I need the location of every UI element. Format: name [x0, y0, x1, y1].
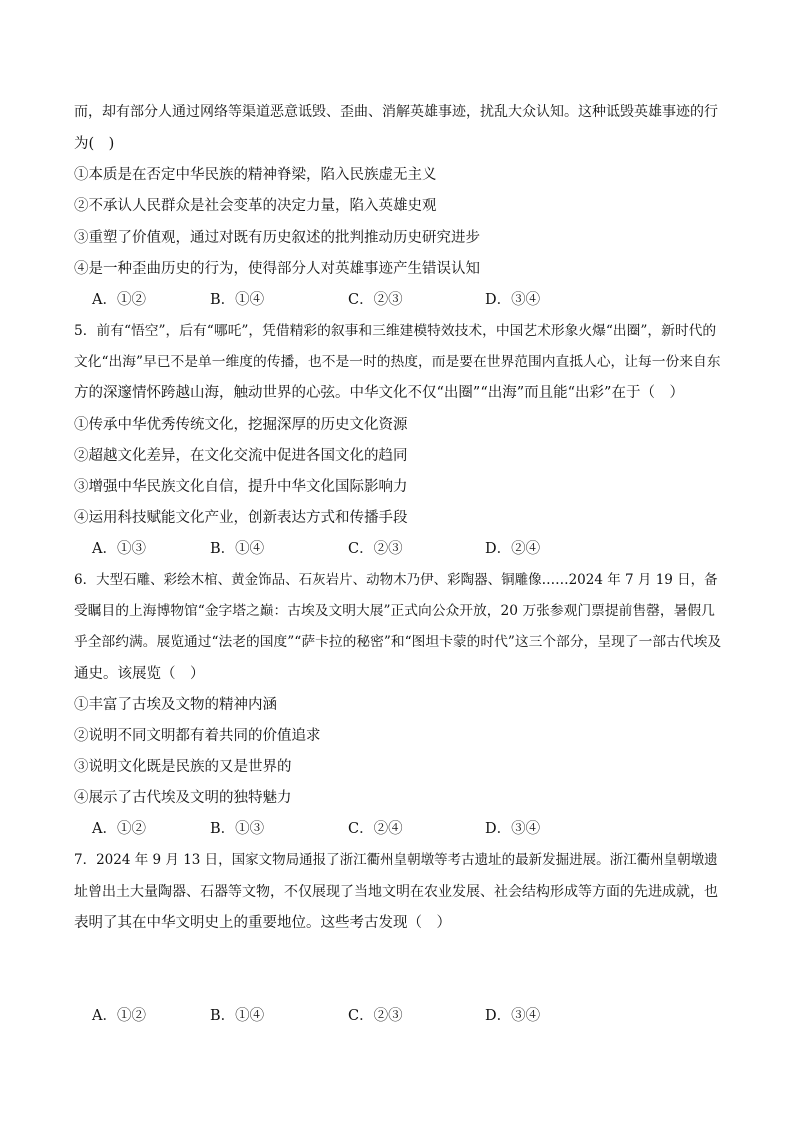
- q7-options: [92, 1006, 692, 1026]
- q4-options: [92, 290, 692, 310]
- q5-options: [92, 539, 692, 559]
- q4-statement-1: ①本质是在否定中华民族的精神脊梁，陷入民族虚无主义: [74, 167, 437, 183]
- q6-stem-line-1: 6．大型石雕、彩绘木棺、黄金饰品、石灰岩片、动物木乃伊、彩陶器、铜雕像……2024 年 7 月 19 日，备: [74, 572, 718, 588]
- q7-option-c[interactable]: C．②③: [348, 1008, 403, 1024]
- q5-statement-3: ③增强中华民族文化自信，提升中华文化国际影响力: [74, 479, 408, 495]
- q4-option-c[interactable]: C．②③: [348, 292, 403, 308]
- q6-stem-line-2: 受瞩目的上海博物馆“金字塔之巅：古埃及文明大展”正式向公众开放，20 万张参观门票提前售罄，暑假几: [74, 603, 715, 619]
- q6-option-b[interactable]: B．①③: [210, 821, 265, 837]
- q5-statement-2: ②超越文化差异，在文化交流中促进各国文化的趋同: [74, 448, 408, 464]
- q5-option-a[interactable]: A．①③: [92, 541, 146, 557]
- q7-option-a[interactable]: A．①②: [92, 1008, 146, 1024]
- q7-stem-line-1: 7．2024 年 9 月 13 日，国家文物局通报了浙江衢州皇朝墩等考古遗址的最新发掘进展。浙江衢州皇朝墩遗: [74, 852, 718, 868]
- q6-option-d[interactable]: D．③④: [485, 821, 541, 837]
- q6-option-a[interactable]: A．①②: [92, 821, 146, 837]
- q6-statement-4: ④展示了古代埃及文明的独特魅力: [74, 790, 292, 806]
- q5-statement-4: ④运用科技赋能文化产业，创新表达方式和传播手段: [74, 510, 408, 526]
- q4-statement-2: ②不承认人民群众是社会变革的决定力量，陷入英雄史观: [74, 198, 437, 214]
- q4-statement-4: ④是一种歪曲历史的行为，使得部分人对英雄事迹产生错误认知: [74, 261, 480, 277]
- q4-stem-line-2: 为( ): [74, 136, 115, 152]
- q5-option-b[interactable]: B．①④: [210, 541, 265, 557]
- q6-statement-3: ③说明文化既是民族的又是世界的: [74, 759, 292, 775]
- q7-stem-line-2: 址曾出土大量陶器、石器等文物，不仅展现了当地文明在农业发展、社会结构形成等方面的先进成就，也: [74, 884, 718, 900]
- q7-option-d[interactable]: D．③④: [485, 1008, 541, 1024]
- q5-stem-line-3: 方的深邃情怀跨越山海，触动世界的心弦。中华文化不仅“出圈”“出海”而且能“出彩”在于（ ）: [74, 385, 684, 401]
- q4-stem-line-1: 而，却有部分人通过网络等渠道恶意诋毁、歪曲、消解英雄事迹，扰乱大众认知。这种诋毁英雄事迹的行: [74, 104, 718, 120]
- q5-statement-1: ①传承中华优秀传统文化，挖掘深厚的历史文化资源: [74, 417, 408, 433]
- q6-option-c[interactable]: C．②④: [348, 821, 403, 837]
- q6-stem-line-3: 乎全部约满。展览通过“法老的国度”“萨卡拉的秘密”和“图坦卡蒙的时代”这三个部分，呈现了一部古代埃及: [74, 634, 722, 650]
- q6-stem-line-4: 通史。该展览（ ）: [74, 666, 205, 682]
- q7-option-b[interactable]: B．①④: [210, 1008, 265, 1024]
- q5-option-c[interactable]: C．②③: [348, 541, 403, 557]
- q4-option-b[interactable]: B．①④: [210, 292, 265, 308]
- q5-option-d[interactable]: D．②④: [485, 541, 541, 557]
- q6-statement-2: ②说明不同文明都有着共同的价值追求: [74, 728, 321, 744]
- q5-stem-line-2: 文化“出海”早已不是单一维度的传播，也不是一时的热度，而是要在世界范围内直抵人心，让每一份来自东: [74, 354, 721, 370]
- q4-statement-3: ③重塑了价值观，通过对既有历史叙述的批判推动历史研究进步: [74, 230, 480, 246]
- q5-stem-line-1: 5．前有“悟空”，后有“哪吒”，凭借精彩的叙事和三维建模特效技术，中国艺术形象火爆“出圈”，新时代的: [74, 323, 717, 339]
- q7-stem-line-3: 表明了其在中华文明史上的重要地位。这些考古发现（ ）: [74, 915, 451, 931]
- q4-option-d[interactable]: D．③④: [485, 292, 541, 308]
- q6-options: [92, 819, 692, 839]
- q6-statement-1: ①丰富了古埃及文物的精神内涵: [74, 697, 277, 713]
- q4-option-a[interactable]: A．①②: [92, 292, 146, 308]
